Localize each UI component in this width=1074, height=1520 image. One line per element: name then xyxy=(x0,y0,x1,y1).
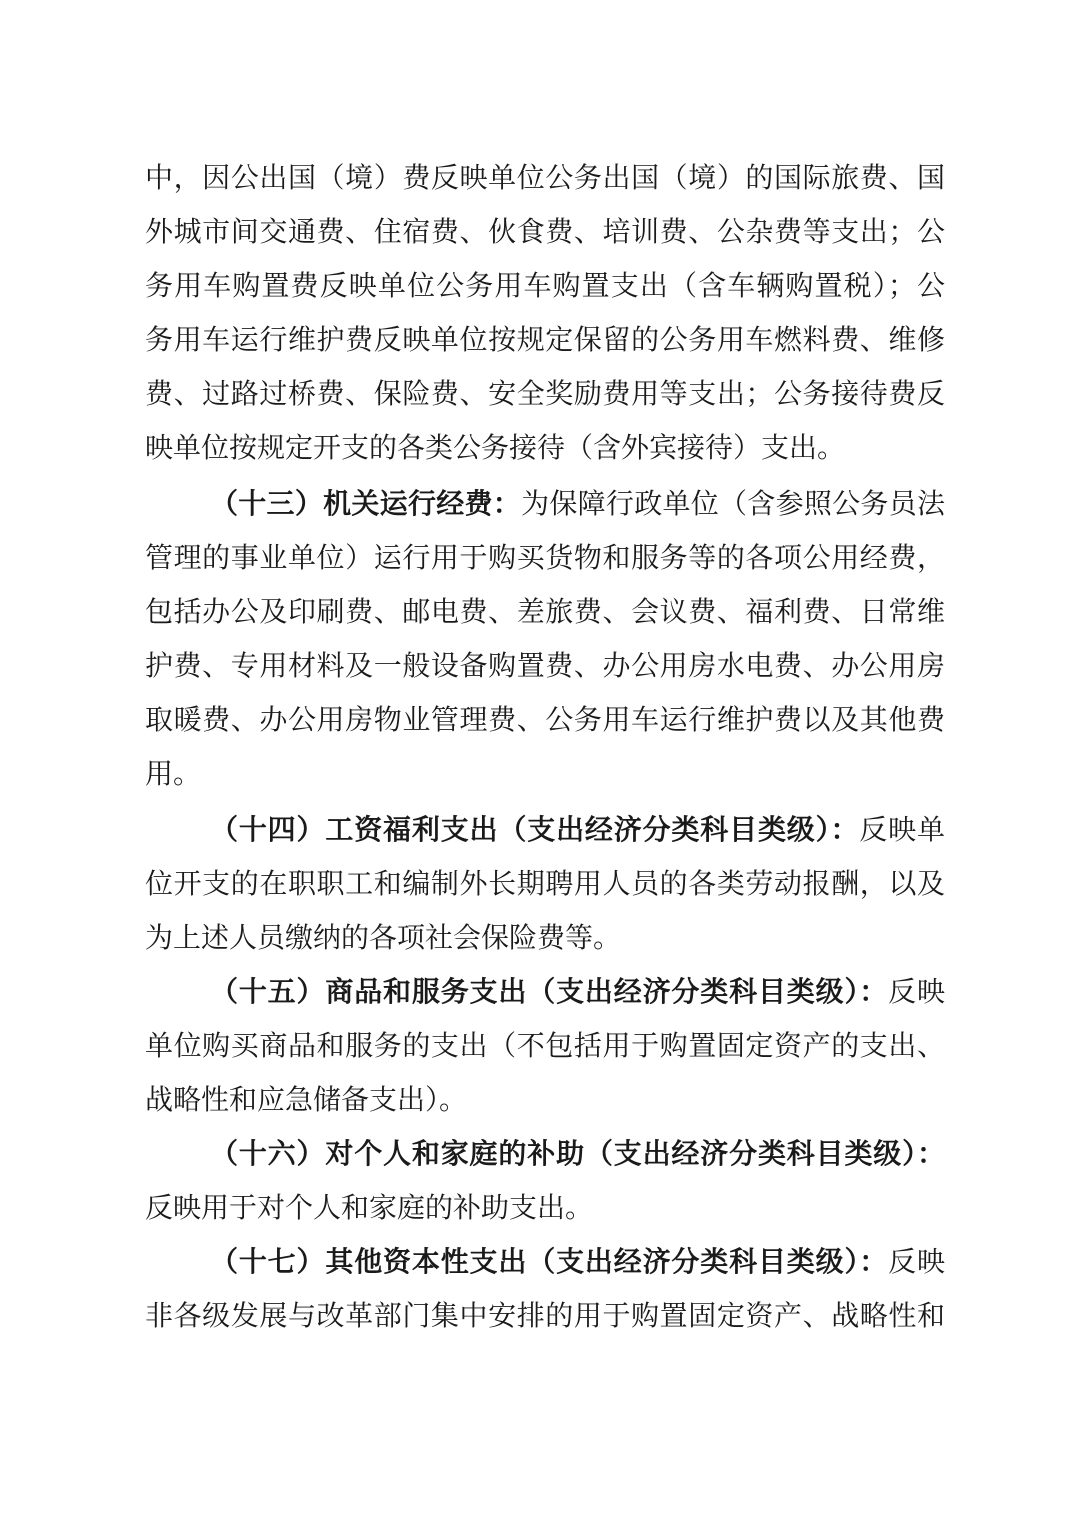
item-17-text: 反映 xyxy=(888,1245,945,1278)
text-line: 中，因公出国（境）费反映单位公务出国（境）的国际旅费、国 xyxy=(145,161,945,194)
item-15-text: 反映 xyxy=(888,975,945,1008)
text-line: 单位购买商品和服务的支出（不包括用于购置固定资产的支出、 xyxy=(145,1029,945,1062)
text-line: 反映用于对个人和家庭的补助支出。 xyxy=(145,1191,594,1224)
text-line: 映单位按规定开支的各类公务接待（含外宾接待）支出。 xyxy=(145,431,846,464)
text-line: 为上述人员缴纳的各项社会保险费等。 xyxy=(145,921,622,954)
text-line: 务用车购置费反映单位公务用车购置支出（含车辆购置税）；公 xyxy=(145,269,945,302)
item-16-first-line xyxy=(210,1134,945,1174)
item-13-heading: （十三）机关运行经费： xyxy=(210,487,522,520)
text-line: 包括办公及印刷费、邮电费、差旅费、会议费、福利费、日常维 xyxy=(145,595,945,628)
text-line: 战略性和应急储备支出）。 xyxy=(145,1083,468,1116)
text-line: 外城市间交通费、住宿费、伙食费、培训费、公杂费等支出；公 xyxy=(145,215,945,248)
item-16-heading: （十六）对个人和家庭的补助（支出经济分类科目类级）： xyxy=(210,1137,945,1170)
item-14-first-line xyxy=(210,810,945,850)
item-13-first-line xyxy=(210,484,945,524)
text-line: 用。 xyxy=(145,757,202,790)
item-13-text: 为保障行政单位（含参照公务员法 xyxy=(521,487,945,520)
item-17-heading: （十七）其他资本性支出（支出经济分类科目类级）： xyxy=(210,1245,889,1278)
text-line: 费、过路过桥费、保险费、安全奖励费用等支出；公务接待费反 xyxy=(145,377,945,410)
item-14-text: 反映单 xyxy=(859,813,945,846)
text-line: 位开支的在职职工和编制外长期聘用人员的各类劳动报酬，以及 xyxy=(145,867,945,900)
item-15-first-line xyxy=(210,972,945,1012)
item-17-first-line xyxy=(210,1242,945,1282)
text-line: 取暖费、办公用房物业管理费、公务用车运行维护费以及其他费 xyxy=(145,703,945,736)
text-line: 护费、专用材料及一般设备购置费、办公用房水电费、办公用房 xyxy=(145,649,945,682)
text-line: 务用车运行维护费反映单位按规定保留的公务用车燃料费、维修 xyxy=(145,323,945,356)
text-line: 管理的事业单位）运行用于购买货物和服务等的各项公用经费， xyxy=(145,541,945,574)
text-line: 非各级发展与改革部门集中安排的用于购置固定资产、战略性和 xyxy=(145,1299,945,1332)
item-15-heading: （十五）商品和服务支出（支出经济分类科目类级）： xyxy=(210,975,889,1008)
item-14-heading: （十四）工资福利支出（支出经济分类科目类级）： xyxy=(210,813,860,846)
